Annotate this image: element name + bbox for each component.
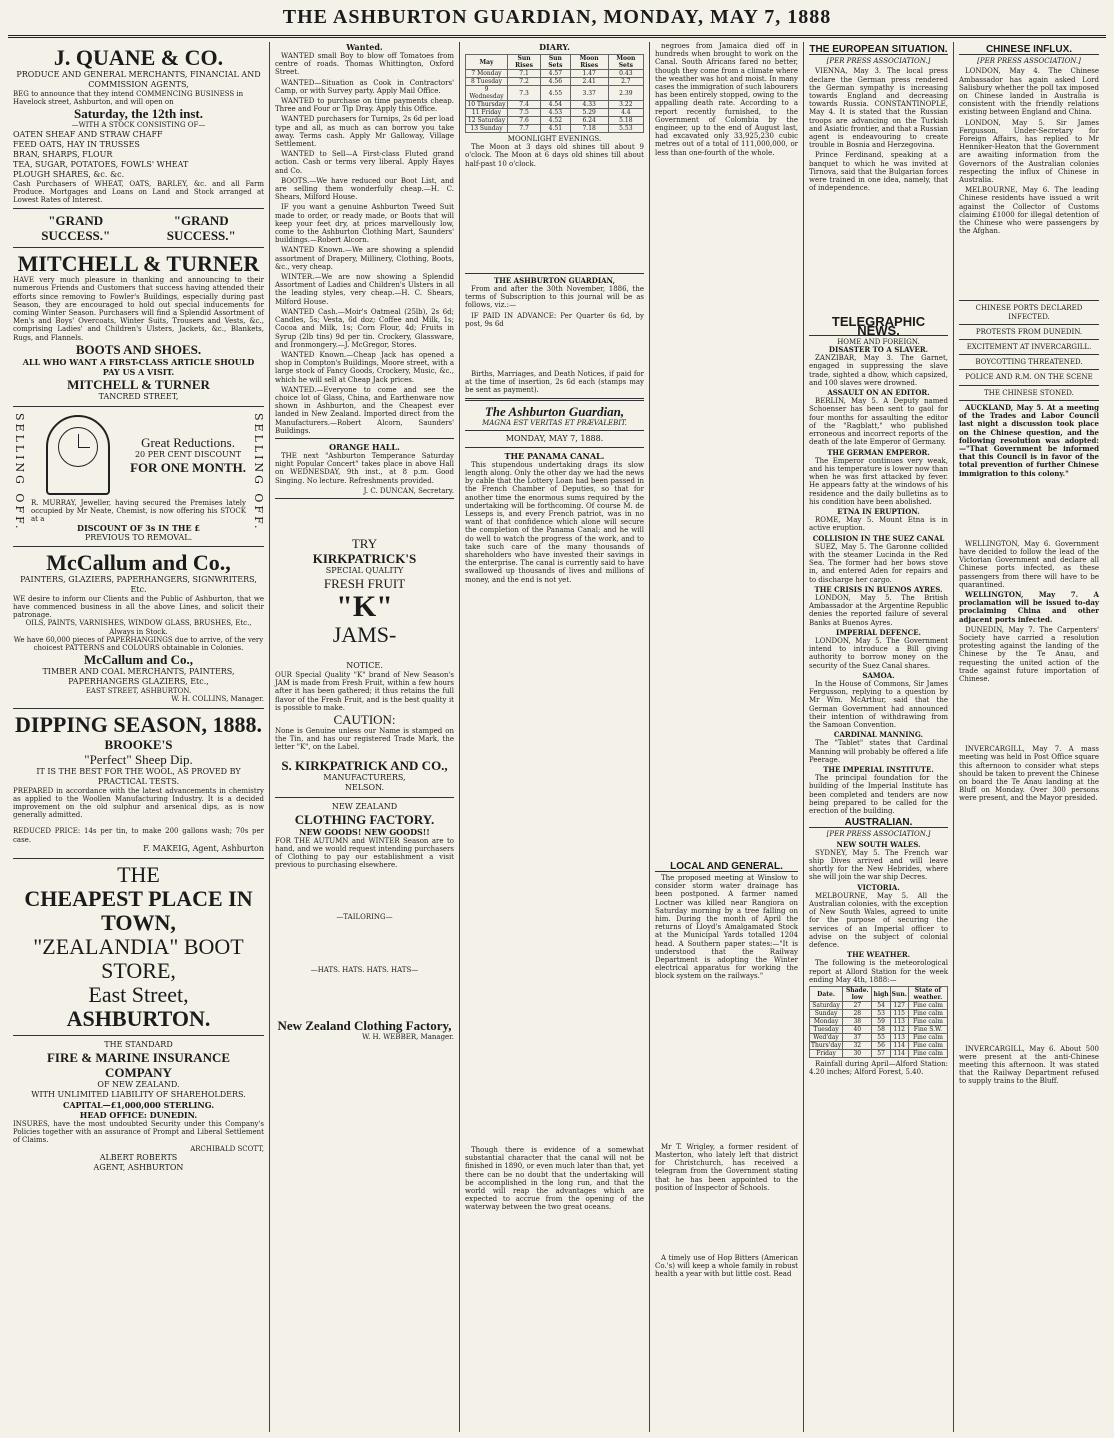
nsw-title: NEW SOUTH WALES. <box>836 839 921 849</box>
insurance-ad <box>13 1036 264 1177</box>
local-last: A timely use of Hop Bitters (American Co.'s) will keep a whole family in robust health a year with but little cost. Read <box>655 1253 798 1279</box>
kirk-town: NELSON. <box>344 782 385 792</box>
weather-row <box>810 1042 948 1050</box>
mccallum-ad <box>13 547 264 709</box>
panama-filler <box>465 586 644 1146</box>
weather-cell: Sunday <box>810 1010 843 1018</box>
european-title: THE EUROPEAN SITUATION. <box>809 44 948 55</box>
invercargill-filler <box>959 805 1099 1045</box>
diary-cell: 7.7 <box>508 125 541 133</box>
quane-item: BRAN, SHARPS, FLOUR <box>13 149 113 159</box>
chinese-sub: [PER PRESS ASSOCIATION.] <box>977 57 1081 66</box>
diary-title: DIARY. <box>539 42 570 52</box>
weather-cell: 27 <box>843 1002 872 1010</box>
weather-cell: 30 <box>843 1050 872 1058</box>
dipping-filler <box>13 819 264 827</box>
weather-cell: 113 <box>890 1018 908 1026</box>
diary-cell: 2.7 <box>608 78 643 86</box>
wanted-item: WANTED purchasers for Turnips, 2s 6d per load type and all, as much as can borrow you take away. Terms cash. Apply Mr Galloway, Village Settlement. <box>275 115 454 149</box>
diary-cell: 12 Saturday <box>466 117 508 125</box>
manning-body: The "Tablet" states that Cardinal Manning will probably be offered a life Peerage. <box>809 739 948 764</box>
weather-cell: 59 <box>872 1018 890 1026</box>
clothing-goods: NEW GOODS! NEW GOODS!! <box>299 826 430 837</box>
quane-ad <box>13 42 264 209</box>
cheapest-ad <box>13 859 264 1036</box>
quane-stock-intro: —WITH A STOCK CONSISTING OF— <box>71 121 206 130</box>
diary-cell: 11 Friday <box>466 109 508 117</box>
mitchell-boots: BOOTS AND SHOES. <box>75 341 202 357</box>
local-filler <box>655 1194 798 1254</box>
weather-cell: 56 <box>872 1042 890 1050</box>
wanted-item: BOOTS.—We have reduced our Boot List, and are selling them wonderfully cheap.—H. C. Shears, Milford House. <box>275 176 454 202</box>
wanted-item: WANTED Known.—We are showing a splendid assortment of Drapery, Millinery, Clothing, Boots, &c., very cheap. <box>275 246 454 271</box>
mccallum-street: EAST STREET, ASHBURTON. <box>85 687 192 696</box>
auckland-filler <box>959 480 1099 540</box>
selling-off-ad <box>13 407 264 547</box>
clothing-factory-ad <box>275 798 454 1045</box>
european-body: VIENNA, May 3. The local press declare the German press rendered the German sympathy is increasing towards England and decreasing towards Russia. CONSTANTINOPLE, May 4. It is stated that the Russian troops are advancing on the Turkish and Asiatic frontier, and that a Russian agent is endeavouring to create trouble in Bosnia and Herzegovina. <box>809 67 948 150</box>
masthead: THE ASHBURTON GUARDIAN, MONDAY, MAY 7, 1888 <box>8 6 1106 38</box>
kirk-caution: CAUTION: <box>333 711 396 727</box>
diary-cell: 6.24 <box>570 117 608 125</box>
wanted-item: WANTED Cash.—Moir's Oatmeal (25lb), 2s 6d; Candles, 5s; Vesta, 6d doz; Coffee and Milk, 1s; Cocoa and Milk, 1s; Corn Flour, 4d; Fruits in Syrup (2lb tins) 9d per tin. Crockery, Glassware, and Ironmongery.—J. McGregor, Stores. <box>275 307 454 349</box>
diary-cell: 4.51 <box>541 125 571 133</box>
cheapest-the: THE <box>117 861 160 887</box>
quane-item: PLOUGH SHARES, &c. &c. <box>13 169 125 179</box>
weather-row <box>810 1002 948 1010</box>
quane-date: Saturday, the 12th inst. <box>74 106 203 122</box>
chinese-banner-6: THE CHINESE STONED. <box>984 388 1074 397</box>
wanted-item: WANTED to purchase on time payments cheap. Three and Four or Tip Dray. Apply this Office. <box>275 97 454 114</box>
diary-cell: 3.37 <box>570 86 608 101</box>
mitchell-body: HAVE very much pleasure in thanking and announcing to their numerous Friends and Customers that success having attended their efforts since removing to Fowler's Buildings, especially during past Season, they are encouraged to hold out special inducements for coming Winter Season. Purchasers will find a Splendid Assortment of Men's and Boys' Overcoats, Winter Suits, Trousers and Vests, &c., comprising Ladies' and Children's Ulsters, Jackets, &c., Blankets, Rugs, and Flannels. <box>13 276 264 342</box>
diary-cell: 4.4 <box>608 109 643 117</box>
clothing-factory: New Zealand Clothing Factory, <box>277 1017 452 1033</box>
diary-header: May <box>466 55 508 70</box>
weather-cell: 114 <box>890 1042 908 1050</box>
diary-cell: 5.53 <box>608 125 643 133</box>
mccallum-oils: OILS, PAINTS, VARNISHES, WINDOW GLASS, BRUSHES, Etc., Always in Stock. <box>25 619 252 636</box>
weather-cell: Friday <box>810 1050 843 1058</box>
diary-cell: 4.54 <box>541 101 571 109</box>
clothing-filler <box>275 922 454 966</box>
disaster-body: ZANZIBAR, May 3. The Garnet, engaged in suppressing the slave trade, sighted a dhow, which capsized, and 100 slaves were drowned. <box>809 354 948 387</box>
kirk-fresh: FRESH FRUIT <box>323 575 406 591</box>
terms-body: From and after the 30th November, 1886, the terms of Subscription to this journal will be as follows, viz.:— <box>465 285 644 310</box>
diary-cell: 0.43 <box>608 70 643 78</box>
weather-row <box>810 1034 948 1042</box>
european-sub: [PER PRESS ASSOCIATION.] <box>826 57 931 66</box>
quane-item: TEA, SUGAR, POTATOES, FOWLS' WHEAT <box>13 159 189 169</box>
weather-cell: Tuesday <box>810 1026 843 1034</box>
kirk-notice: NOTICE. <box>346 660 383 670</box>
dipping-title: DIPPING SEASON, 1888. <box>15 711 262 737</box>
terms-rate: IF PAID IN ADVANCE: Per Quarter 6s 6d, by post, 9s 6d <box>465 311 644 328</box>
diary-cell: 7.18 <box>570 125 608 133</box>
panama-continued-filler <box>655 159 798 859</box>
emperor-body: The Emperor continues very weak, and his temperature is lower now than when he was first attacked by fever. He appears fatty at the windows of his residence and the daily bulletins as to his condition have been abolished. <box>809 456 948 506</box>
institute-body: The principal foundation for the building of the Imperial Institute has been completed and tenders are now being prepared to be called for the erection of the building. <box>809 774 948 816</box>
weather-cell: 38 <box>843 1018 872 1026</box>
dipping-ad <box>13 709 264 859</box>
weather-cell: Fine calm <box>908 1034 947 1042</box>
melbourne-body: MELBOURNE, May 6. The leading Chinese residents have issued a writ against the Collector of Customs claiming £1000 for illegal detention of the Chinese who were passengers by the Afghan. <box>959 186 1099 236</box>
samoa-body: In the House of Commons, Sir James Fergusson, replying to a question by Mr Wm. McArthur, said that the German Government had announced their intention of withdrawing from the Samoan Convention. <box>809 679 948 729</box>
wanted-item: WANTED to Sell—A First-class Fluted grand action. Cash or terms very liberal. Apply Hayes and Co. <box>275 150 454 175</box>
wanted-heading: Wanted. <box>346 42 383 52</box>
kirk-special: SPECIAL QUALITY <box>325 565 404 575</box>
clothing-tailoring: —TAILORING— <box>336 913 393 922</box>
diary-cell: 7 Monday <box>466 70 508 78</box>
kirk-maker-2: MANUFACTURERS, <box>323 772 406 782</box>
weather-cell: Fine calm <box>908 1042 947 1050</box>
column-5 <box>804 42 954 1432</box>
column-2 <box>270 42 460 1432</box>
kirk-caution-body: None is Genuine unless our Name is stamped on the Tin, and has our registered Trade Mark, the letter "K", on the Label. <box>275 726 454 752</box>
weather-cell: 53 <box>872 1010 890 1018</box>
insurance-capital: CAPITAL—£1,000,000 STERLING. <box>62 1099 215 1110</box>
diary-table <box>465 54 644 133</box>
chinese-body: LONDON, May 4. The Chinese Ambassador has again asked Lord Salisbury whether the poll tax imposed on Chinese landed in Australia is consistent with the friendly relations existing between England and China. <box>959 67 1099 117</box>
weather-cell: Fine calm <box>908 1010 947 1018</box>
diary-body <box>466 70 644 133</box>
diary-header: Sun Sets <box>541 55 571 70</box>
invercargill-body-2: INVERCARGILL, May 6. About 500 were present at the anti-Chinese meeting this afternoon. It was stated that the Railway Department refused to supply trains to the Bluff. <box>959 1044 1099 1086</box>
chinese-banner-5: POLICE AND R.M. ON THE SCENE <box>965 373 1093 382</box>
defence-title: IMPERIAL DEFENCE. <box>836 627 921 637</box>
mccallum-manager: W. H. COLLINS, Manager. <box>171 695 264 704</box>
moon-body: The Moon at 3 days old shines till about 9 o'clock. The Moon at 6 days old shines till about half-past 10 o'clock. <box>465 143 644 168</box>
victoria-title: VICTORIA. <box>857 882 900 892</box>
mitchell-name-2: MITCHELL & TURNER <box>67 376 210 392</box>
diary-cell: 10 Thursday <box>467 101 506 108</box>
weather-intro: The following is the meteorological report at Allord Station for the week ending May 4th, 1888:— <box>809 959 948 984</box>
grand-success-banner <box>13 209 264 248</box>
clothing-filler <box>275 869 454 913</box>
panama-body-2: Though there is evidence of a somewhat substantial character that the canal will not be finished in 1890, or even much later than that, yet there can be no doubt that the undertaking will be accomplished in the long run, and that the world will reap the advantages which are expected to accrue from the opening of the waterway between the two great oceans. <box>465 1145 644 1212</box>
selling-discount: DISCOUNT OF 3s IN THE £ <box>77 523 200 534</box>
diary-cell: 2.41 <box>570 78 608 86</box>
weather-title: THE WEATHER. <box>846 950 911 960</box>
weather-cell: Thurs'day <box>811 1042 842 1050</box>
orange-hall-sign: J. C. DUNCAN, Secretary. <box>363 486 454 495</box>
chinese-body-2: LONDON, May 5. Sir James Fergusson, Under-Secretary for Foreign Affairs, has replied to Mr Henniker-Heaton that the Government are awaiting information from the Governors of the Australian colonies respecting the influx of Chinese in Australia. <box>959 118 1099 185</box>
weather-cell: 40 <box>843 1026 872 1034</box>
selling-removal: PREVIOUS TO REMOVAL. <box>84 533 193 543</box>
selling-line-2: 20 PER CENT DISCOUNT <box>134 449 242 459</box>
weather-cell: 114 <box>890 1050 908 1058</box>
dipping-product: "Perfect" Sheep Dip. <box>84 751 193 767</box>
cheapest-street: East Street, <box>88 981 189 1007</box>
disaster-title: DISASTER TO A SLAVER. <box>828 345 929 355</box>
weather-cell: Fine calm <box>908 1050 947 1058</box>
guardian-date: MONDAY, MAY 7, 1888. <box>505 433 604 443</box>
panama-body: This stupendous undertaking drags its slow length along. Only the other day we had the news by cable that the Lottery Loan had been passed in the French Chamber of Deputies, so that for another time the enormous sums required by the undertaking will be forthcoming. Of course M. de Lesseps is, and every French patriot, was in no want of that confidence which alone will secure the completion of the Panama Canal; and he will do well to watch the progress of the work, and to take such care of the many thousands of shareholders who have invested their savings in the enterprise. The canal is currently said to have swallowed up thousands of lives and millions of money, and the end is not yet. <box>465 460 644 584</box>
diary-cell: 7.3 <box>508 86 541 101</box>
crisis-title: THE CRISIS IN BUENOS AYRES. <box>814 584 943 594</box>
wanted-item: WANTED—Situation as Cook in Contractors' Camp, or with Survey party. Apply Mail Office. <box>275 78 454 95</box>
weather-cell: Saturday <box>810 1002 843 1010</box>
clothing-season: FOR THE AUTUMN and WINTER Season are to hand, and we would request intending purchasers of Clothing to pay our establishment a visit previous to purchasing elsewhere. <box>275 836 454 870</box>
weather-cell: Wed'day <box>810 1034 843 1042</box>
kirk-try: TRY <box>351 535 378 551</box>
diary-cell: 3.22 <box>608 101 643 109</box>
mitchell-visit: ALL WHO WANT A FIRST-CLASS ARTICLE SHOULD PAY US A VISIT. <box>22 356 255 377</box>
grand-success-right: "GRAND SUCCESS." <box>166 213 236 244</box>
weather-row <box>810 1010 948 1018</box>
selling-body: R. MURRAY, Jeweller, having secured the Premises lately occupied by Mr Neate, Chemist, is now offering his STOCK at a <box>31 498 246 524</box>
quane-name: J. QUANE & CO. <box>53 45 224 70</box>
nsw-body: SYDNEY, May 5. The French war ship Dives arrived and will leave shortly for the New Hebrides, where she will join the war ship Decres. <box>809 848 948 882</box>
crisis-body: LONDON, May 5. The British Ambassador at the Argentine Republic denies the reported failure of several Banks at Buenos Ayres. <box>809 593 948 627</box>
weather-cell: 57 <box>872 1050 890 1058</box>
kirk-body: OUR Special Quality "K" brand of New Season's JAM is made from Fresh Fruit, within a few hours after it has been gathered; it thus retains the full flavor of the Fresh Fruit, and is the best quality it is possible to make. <box>275 670 454 712</box>
diary-cell: 4.52 <box>541 117 571 125</box>
grand-success-left: "GRAND SUCCESS." <box>41 213 111 244</box>
weather-cell: 37 <box>843 1034 872 1042</box>
dipping-price: REDUCED PRICE: 14s per tin, to make 200 gallons wash; 70s per case. <box>13 827 264 844</box>
weather-cell: Fine calm <box>908 1002 947 1010</box>
diary-row <box>466 117 644 125</box>
clothing-hats: —HATS. HATS. HATS. HATS— <box>310 965 419 974</box>
australian-title: AUSTRALIAN. <box>809 819 948 828</box>
diary-cell: 4.56 <box>541 78 571 86</box>
kirk-k: "K" <box>336 589 393 623</box>
wanted-item: IF you want a genuine Ashburton Tweed Suit made to order, or ready made, or Boots that will keep your feet dry, at prices marvellously low, come to the Ashburton Clothing Mart, Saunders' buildings.—Robert Alcorn. <box>275 203 454 245</box>
selling-line-1: Great Reductions. <box>141 434 235 450</box>
insurance-agent: ARCHIBALD SCOTT, <box>190 1144 264 1153</box>
weather-cell: 127 <box>890 1002 908 1010</box>
weather-cell: Fine S.W. <box>908 1026 947 1034</box>
column-6 <box>954 42 1104 1432</box>
local-title: LOCAL AND GENERAL. <box>655 863 798 872</box>
wanted-item: WANTED.—Everyone to come and see the choice lot of Glass, China, and Earthenware now shown in Ashburton, and the Cheapest ever landed in New Zealand. Imported direct from the Manufacturers.—Robert Alcorn, Saunders' Buildings. <box>275 385 454 435</box>
defence-body: LONDON, May 5. The Government intend to introduce a Bill giving authority to borrow money on the security of the Suez Canal shares. <box>809 636 948 670</box>
european-filler <box>809 194 948 314</box>
terms-title: THE ASHBURTON GUARDIAN, <box>494 275 615 285</box>
quane-footer: Cash Purchasers of WHEAT, OATS, BARLEY, &c. and all Farm Produce. Mortgages and Loans on Land and Stock arranged at Lowest Rates of Interest. <box>13 179 264 205</box>
diary-cell: 7.1 <box>508 70 541 78</box>
column-4 <box>650 42 804 1432</box>
emperor-title: THE GERMAN EMPEROR. <box>827 447 930 457</box>
weather-cell: 58 <box>872 1026 890 1034</box>
quane-tagline: PRODUCE AND GENERAL MERCHANTS, FINANCIAL AND COMMISSION AGENTS, <box>16 70 261 89</box>
weather-header: Shade. low <box>843 987 872 1002</box>
proclamation-body: WELLINGTON, May 7. A proclamation will be issued to-day proclaiming China and other adjacent ports infected. <box>959 589 1099 624</box>
column-3 <box>460 42 650 1432</box>
weather-cell: 55 <box>872 1034 890 1042</box>
panama-title: THE PANAMA CANAL. <box>504 450 605 461</box>
insurance-of: OF NEW ZEALAND. <box>97 1079 180 1089</box>
orange-hall-title: ORANGE HALL. <box>329 441 400 452</box>
weather-header: Date. <box>810 987 843 1002</box>
kirk-jams: JAMS- <box>332 621 397 647</box>
cheapest-store: "ZEALANDIA" BOOT STORE, <box>33 933 244 983</box>
moon-title: MOONLIGHT EVENINGS. <box>507 135 602 143</box>
mccallum-body: WE desire to inform our Clients and the Public of Ashburton, that we have commenced business in all the above Lines, and solicit their patronage. <box>13 594 264 620</box>
insurance-agent-3: AGENT, ASHBURTON <box>93 1162 184 1172</box>
diary-header: Sun Rises <box>508 55 541 70</box>
chinese-filler <box>959 237 1099 297</box>
quane-notice: BEG to announce that they intend COMMENCING BUSINESS in Havelock street, Ashburton, and will open on <box>13 90 244 107</box>
weather-cell: 113 <box>890 1034 908 1042</box>
diary-cell: 4.55 <box>541 86 571 101</box>
wellington-body: WELLINGTON, May 6. Government have decided to follow the lead of the Victorian Government and declare all Chinese ports infected, as these passengers from there will have to be quarantined. <box>959 539 1099 589</box>
clothing-name: CLOTHING FACTORY. <box>294 811 435 827</box>
invercargill-body: INVERCARGILL, May 7. A mass meeting was held in Post Office square this afternoon to consider what steps should be taken to prevent the Chinese on board the Te Anau landing at the Bluff on Monday. Over 300 persons were present, and the Mayor presided. <box>959 745 1099 803</box>
weather-row <box>810 1050 948 1058</box>
chinese-banner-2: PROTESTS FROM DUNEDIN. <box>975 327 1083 336</box>
diary-header: Moon Sets <box>608 55 643 70</box>
weather-body <box>810 1002 948 1058</box>
diary-cell: 5.18 <box>608 117 643 125</box>
terms-notices: Births, Marriages, and Death Notices, if paid for at the time of insertion, 2s 6d each (stamps may be sent as payment). <box>465 370 644 395</box>
weather-header: high <box>872 987 890 1002</box>
diary-cell: 13 Sunday <box>466 125 508 133</box>
chinese-banner-4: BOYCOTTING THREATENED. <box>975 358 1083 367</box>
weather-row <box>810 1026 948 1034</box>
wanted-item: WINTER.—We are now showing a Splendid Assortment of Ladies and Children's Ulsters in all the leading styles, very cheap.—H. C. Shears, Milford House. <box>275 273 454 306</box>
columns <box>8 42 1106 1432</box>
assault-title: ASSAULT ON AN EDITOR. <box>827 388 930 398</box>
dipping-body: PREPARED in accordance with the latest advancements in chemistry as applied to the Woollen Manufacturing Industry. It is a decided improvement on the old sulphur and arsenical dips, as is now generally admitted. <box>13 786 264 820</box>
mccallum-name: McCallum and Co., <box>46 549 231 575</box>
moon-filler <box>465 170 644 270</box>
insurance-agent-2: ALBERT ROBERTS <box>99 1152 178 1162</box>
mitchell-name: MITCHELL & TURNER <box>17 251 260 277</box>
diary-cell: 7.4 <box>508 101 541 109</box>
selling-line-3: FOR ONE MONTH. <box>130 459 246 475</box>
wanted-item: WANTED Known.—Cheap Jack has opened a shop in Compton's Buildings, Moore street, with a large stock of Fancy Goods, Crockery, Music, &c., which he will sell at Cheap Jack prices. <box>275 350 454 384</box>
insurance-the: THE STANDARD <box>104 1039 173 1049</box>
weather-cell: Monday <box>810 1018 843 1026</box>
diary-row <box>466 125 644 133</box>
diary-cell: 1.47 <box>570 70 608 78</box>
cheapest-line: CHEAPEST PLACE IN TOWN, <box>24 885 253 935</box>
cheapest-town: ASHBURTON. <box>66 1005 211 1031</box>
dunedin-filler <box>959 685 1099 745</box>
dipping-claim: IT IS THE BEST FOR THE WOOL, AS PROVED BY PRACTICAL TESTS. <box>36 766 241 786</box>
kirk-name: KIRKPATRICK'S <box>312 550 417 566</box>
dunedin-body: DUNEDIN, May 7. The Carpenters' Society have carried a resolution protesting against the landing of the Chinese by the Te Anau, and requesting the united action of the trade against future importation of Chinese. <box>959 625 1099 683</box>
weather-cell: 32 <box>843 1042 872 1050</box>
guardian-banner: The Ashburton Guardian, <box>484 403 625 419</box>
clothing-pre: NEW ZEALAND <box>331 801 398 811</box>
samoa-title: SAMOA. <box>862 670 895 680</box>
etna-body: ROME, May 5. Mount Etna is in active eruption. <box>809 516 948 533</box>
guardian-motto: MAGNA EST VERITAS ET PRÆVALEBIT. <box>482 418 627 427</box>
telegraphic-title: TELEGRAPHIC NEWS. <box>809 318 948 335</box>
chinese-banner-3: EXCITEMENT AT INVERCARGILL. <box>966 343 1092 352</box>
local-filler <box>655 983 798 1143</box>
mitchell-ad <box>13 248 264 407</box>
home-foreign: HOME AND FOREIGN. <box>837 337 920 346</box>
mitchell-street: TANCRED STREET, <box>98 391 179 401</box>
diary-row <box>466 70 644 78</box>
auckland-body: AUCKLAND, May 5. At a meeting of the Trades and Labor Council last night a discussion took place on the Chinese question, and the following resolution was adopted:—"That Government be informed that this Council is in favor of the total prevention of further Chinese immigration to this colony." <box>959 402 1099 478</box>
weather-cell: 112 <box>890 1026 908 1034</box>
diary-cell: 4.33 <box>570 101 608 109</box>
column-1 <box>8 42 270 1432</box>
weather-cell: 54 <box>872 1002 890 1010</box>
panama-continued: negroes from Jamaica died off in hundreds when brought to work on the Canal. South Africans fared no better, though they come from a climate where the weather was hot and moist. In many cases the immigration of such labourers has been entirely stopped, owing to the appalling death rate. According to a report recently furnished, to the Government of Colombia by the engineer, up to the end of August last, had excavated only 33,925,230 cubic metres out of a total of 111,000,000, or less than one-fourth of the whole. <box>655 42 798 157</box>
institute-title: THE IMPERIAL INSTITUTE. <box>823 765 934 775</box>
mccallum-papers: We have 60,000 pieces of PAPERHANGINGS due to arrive, of the very choicest PATTERNS and COLOURS obtainable in Colonies. <box>13 635 264 653</box>
victoria-body: MELBOURNE, May 5. All the Australian colonies, with the exception of New South Wales, agreed to unite for the purpose of securing the services of an Imperial officer to advise on the subject of colonial defence. <box>809 891 948 950</box>
weather-table <box>809 986 948 1058</box>
manning-title: CARDINAL MANNING. <box>833 730 924 740</box>
diary-row <box>466 109 644 117</box>
diary-cell: 5.29 <box>570 109 608 117</box>
clothing-agent: W. H. WEBBER, Manager. <box>362 1032 454 1041</box>
etna-title: ETNA IN ERUPTION. <box>837 506 920 516</box>
local-body: The proposed meeting at Winslow to consider storm water drainage has been postponed. A farmer named Loctner was killed near Rangiora on Saturday morning by a tree falling on him. During the month of April the returns of Lloyd's Amalgamated Stock at the Municipal Yards totalled 1204 head. A Southern paper states:—"It is understood that the Railway Department is adopting the Winter electrical apparatus for working the block system on the railways." <box>655 874 798 981</box>
australian-sub: [PER PRESS ASSOCIATION.] <box>826 830 931 839</box>
quane-item: FEED OATS, HAY IN TRUSSES <box>13 139 140 149</box>
diary-cell: 7.5 <box>508 109 541 117</box>
diary-cell: 4.53 <box>541 109 571 117</box>
weather-rain: Rainfall during April—Alford Station: 4.20 inches; Alford Forest, 5.40. <box>809 1060 948 1077</box>
weather-cell: Fine calm <box>908 1018 947 1026</box>
diary-header: Moon Rises <box>570 55 608 70</box>
insurance-liability: WITH UNLIMITED LIABILITY OF SHAREHOLDERS. <box>31 1089 246 1099</box>
quane-item: OATEN SHEAF AND STRAW CHAFF <box>13 129 163 139</box>
diary-row <box>466 101 644 109</box>
mccallum-trade: PAINTERS, GLAZIERS, PAPERHANGERS, SIGNWRITERS, Etc. <box>20 574 257 594</box>
local-body-2: Mr T. Wrigley, a former resident of Masterton, who lately left that district for Christchurch, has received a telegram from the Government stating that he has been appointed to the position of Inspector of Schools. <box>655 1142 798 1192</box>
selling-off-vertical-left: SELLING OFF. <box>13 412 27 532</box>
clothing-filler <box>275 974 454 1018</box>
terms-filler <box>465 330 644 370</box>
weather-header: State of weather. <box>908 987 947 1002</box>
diary-cell: 9 Wednesday <box>466 86 508 101</box>
kirkpatrick-ad <box>275 502 454 798</box>
diary-cell: 4.57 <box>541 70 571 78</box>
weather-cell: 28 <box>843 1010 872 1018</box>
dipping-agent: F. MAKEIG, Agent, Ashburton <box>143 843 264 853</box>
collision-body: SUEZ, May 5. The Garonne collided with the steamer Lucinda in the Red Sea. The former had her bows stove in, and entered Aden for repairs and to discharge her cargo. <box>809 542 948 584</box>
insurance-office: HEAD OFFICE: DUNEDIN. <box>79 1109 198 1120</box>
mccallum-name-2: McCallum and Co., <box>83 652 194 668</box>
diary-cell: 7.2 <box>508 78 541 86</box>
diary-cell: 7.6 <box>508 117 541 125</box>
selling-off-vertical-right: SELLING OFF. <box>252 412 265 532</box>
weather-row <box>810 1018 948 1026</box>
weather-header: Sun. <box>890 987 908 1002</box>
diary-cell: 8 Tuesday <box>466 78 508 86</box>
dipping-brand: BROOKE'S <box>104 736 173 752</box>
chinese-title: CHINESE INFLUX. <box>959 46 1099 55</box>
orange-hall-body: THE next "Ashburton Temperance Saturday night Popular Concert" takes place in above Hall on WEDNESDAY, 9th inst., at 8 p.m. Good Singing. No lecture. Refreshments provided. <box>275 451 454 485</box>
european-body-2: Prince Ferdinand, speaking at a banquet to which he was invited at Tirnova, said that the Bulgarian forces were trained in one idea, namely, that of independence. <box>809 151 948 193</box>
chinese-banner-1: CHINESE PORTS DECLARED INFECTED. <box>975 304 1083 321</box>
collision-title: COLLISION IN THE SUEZ CANAL <box>812 533 945 543</box>
mccallum-trade-2: TIMBER AND COAL MERCHANTS, PAINTERS, PAPERHANGERS GLAZIERS, Etc., <box>42 667 235 687</box>
diary-row <box>466 78 644 86</box>
clock-icon <box>46 415 110 495</box>
insurance-body: INSURES, have the most undoubted Security under this Company's Policies together with an assurance of Prompt and Liberal Settlement of Claims. <box>13 1119 264 1145</box>
assault-body: BERLIN, May 5. A Deputy named Schoenser has been sent to gaol for four months for assaulting the editor of the "Ragblatt," who published erroneous and incorrect reports of the death of the late Emperor of Germany. <box>809 397 948 447</box>
weather-cell: 115 <box>890 1010 908 1018</box>
diary-cell: 2.39 <box>608 86 643 101</box>
kirk-maker: S. KIRKPATRICK AND CO., <box>281 757 448 773</box>
diary-row <box>466 86 644 101</box>
wanted-item: WANTED small Boy to blow off Tomatoes from centre of roads. Thomas Whittington, Oxford Street. <box>275 52 454 77</box>
insurance-name: FIRE & MARINE INSURANCE COMPANY <box>46 1049 231 1080</box>
